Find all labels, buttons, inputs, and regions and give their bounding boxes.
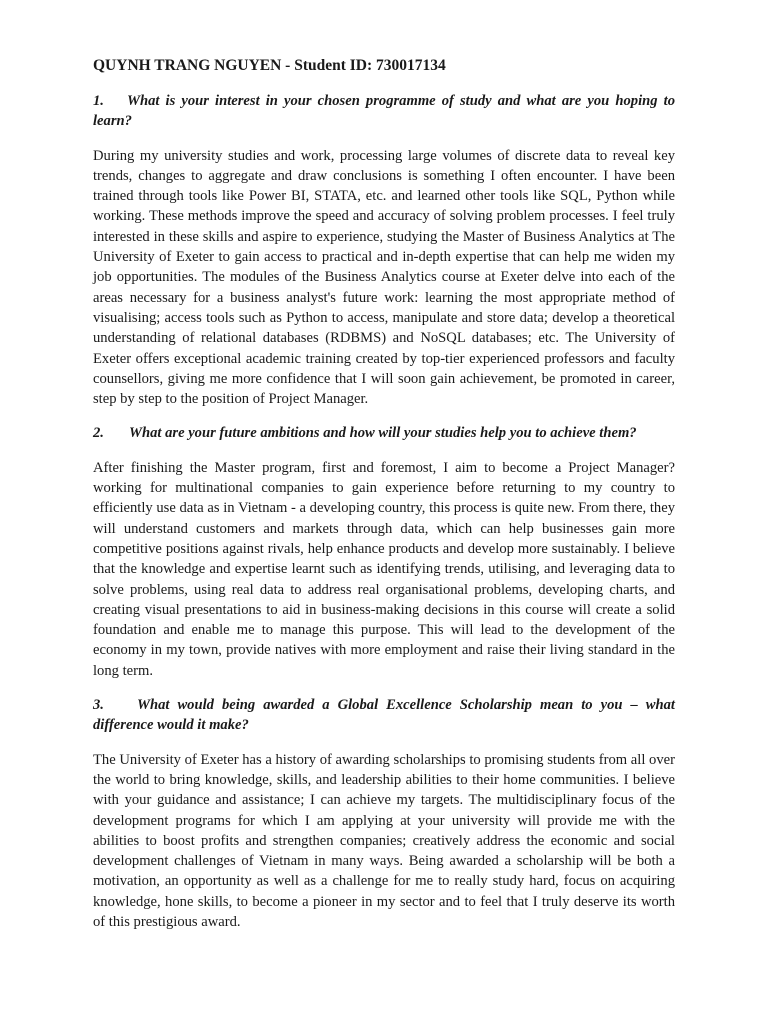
- question-2-text: What are your future ambitions and how will your studies help you to achieve them?: [129, 425, 637, 442]
- question-1: [93, 91, 675, 132]
- answer-1: During my university studies and work, processing large volumes of discrete data to reveal key trends, changes to aggregate and draw conclusions is something I often encounter. I have been trained through tools like Power BI, STATA, etc. and learned other tools like SQL, Python while working. These methods improve the speed and accuracy of solving problem processes. I feel truly interested in these skills and aspire to experience, studying the Master of Business Analytics at The University of Exeter to gain access to practical and in-depth expertise that can help me widen my job opportunities. The modules of the Business Analytics course at Exeter delve into each of the areas necessary for a business analyst's future work: learning the most appropriate method of visualising; access tools such as Python to access, manipulate and store data; develop a theoretical understanding of relational databases (RDBMS) and NoSQL databases; etc. The University of Exeter offers exceptional academic training created by top-tier experienced professors and faculty counsellors, giving me more confidence that I will soon gain achievement, be promoted in career, step by step to the position of Project Manager.: [93, 147, 675, 408]
- question-2-number: 2.: [93, 425, 104, 442]
- answer-3: The University of Exeter has a history of awarding scholarships to promising students from all over the world to bring knowledge, skills, and leadership abilities to their home communities. I believe with your guidance and assistance; I can achieve my targets. The multidisciplinary focus of the development programs for which I am applying at your university will provide me with the abilities to boost profits and strengthen companies; creatively address the economic and social development challenges of Vietnam in many ways. Being awarded a scholarship will be both a motivation, an opportunity as well as a challenge for me to really study hard, focus on acquiring knowledge, hone skills, to become a pioneer in my sector and to feel that I truly deserve its worth of this prestigious award.: [93, 751, 675, 930]
- question-2: [93, 423, 675, 443]
- document-title: QUYNH TRANG NGUYEN - Student ID: 730017134: [93, 57, 446, 74]
- question-3-text: What would being awarded a Global Excellence Scholarship mean to you – what difference would it make?: [93, 697, 675, 734]
- question-3-number: 3.: [93, 697, 104, 714]
- document-page: [93, 56, 675, 946]
- question-1-number: 1.: [93, 93, 104, 109]
- question-1-text: What is your interest in your chosen programme of study and what are you hoping to learn?: [93, 93, 675, 130]
- question-3: [93, 695, 675, 736]
- answer-2: After finishing the Master program, first and foremost, I aim to become a Project Manager? working for multinational companies to gain experience before returning to my country to efficiently use data as in Vietnam - a developing country, this process is quite new. From there, they will understand customers and markets through data, which can help businesses gain more competitive positions against rivals, help enhance products and develop more sustainably. I believe that the knowledge and expertise learnt such as identifying trends, utilising, and leveraging data to solve problems, using real data to address real organisational problems, developing charts, and creating visual presentations to aid in business-making decisions in this course will create a solid foundation and enable me to manage this purpose. This will lead to the development of the economy in my town, provide natives with more employment and raise their living standard in the long term.: [93, 459, 675, 679]
